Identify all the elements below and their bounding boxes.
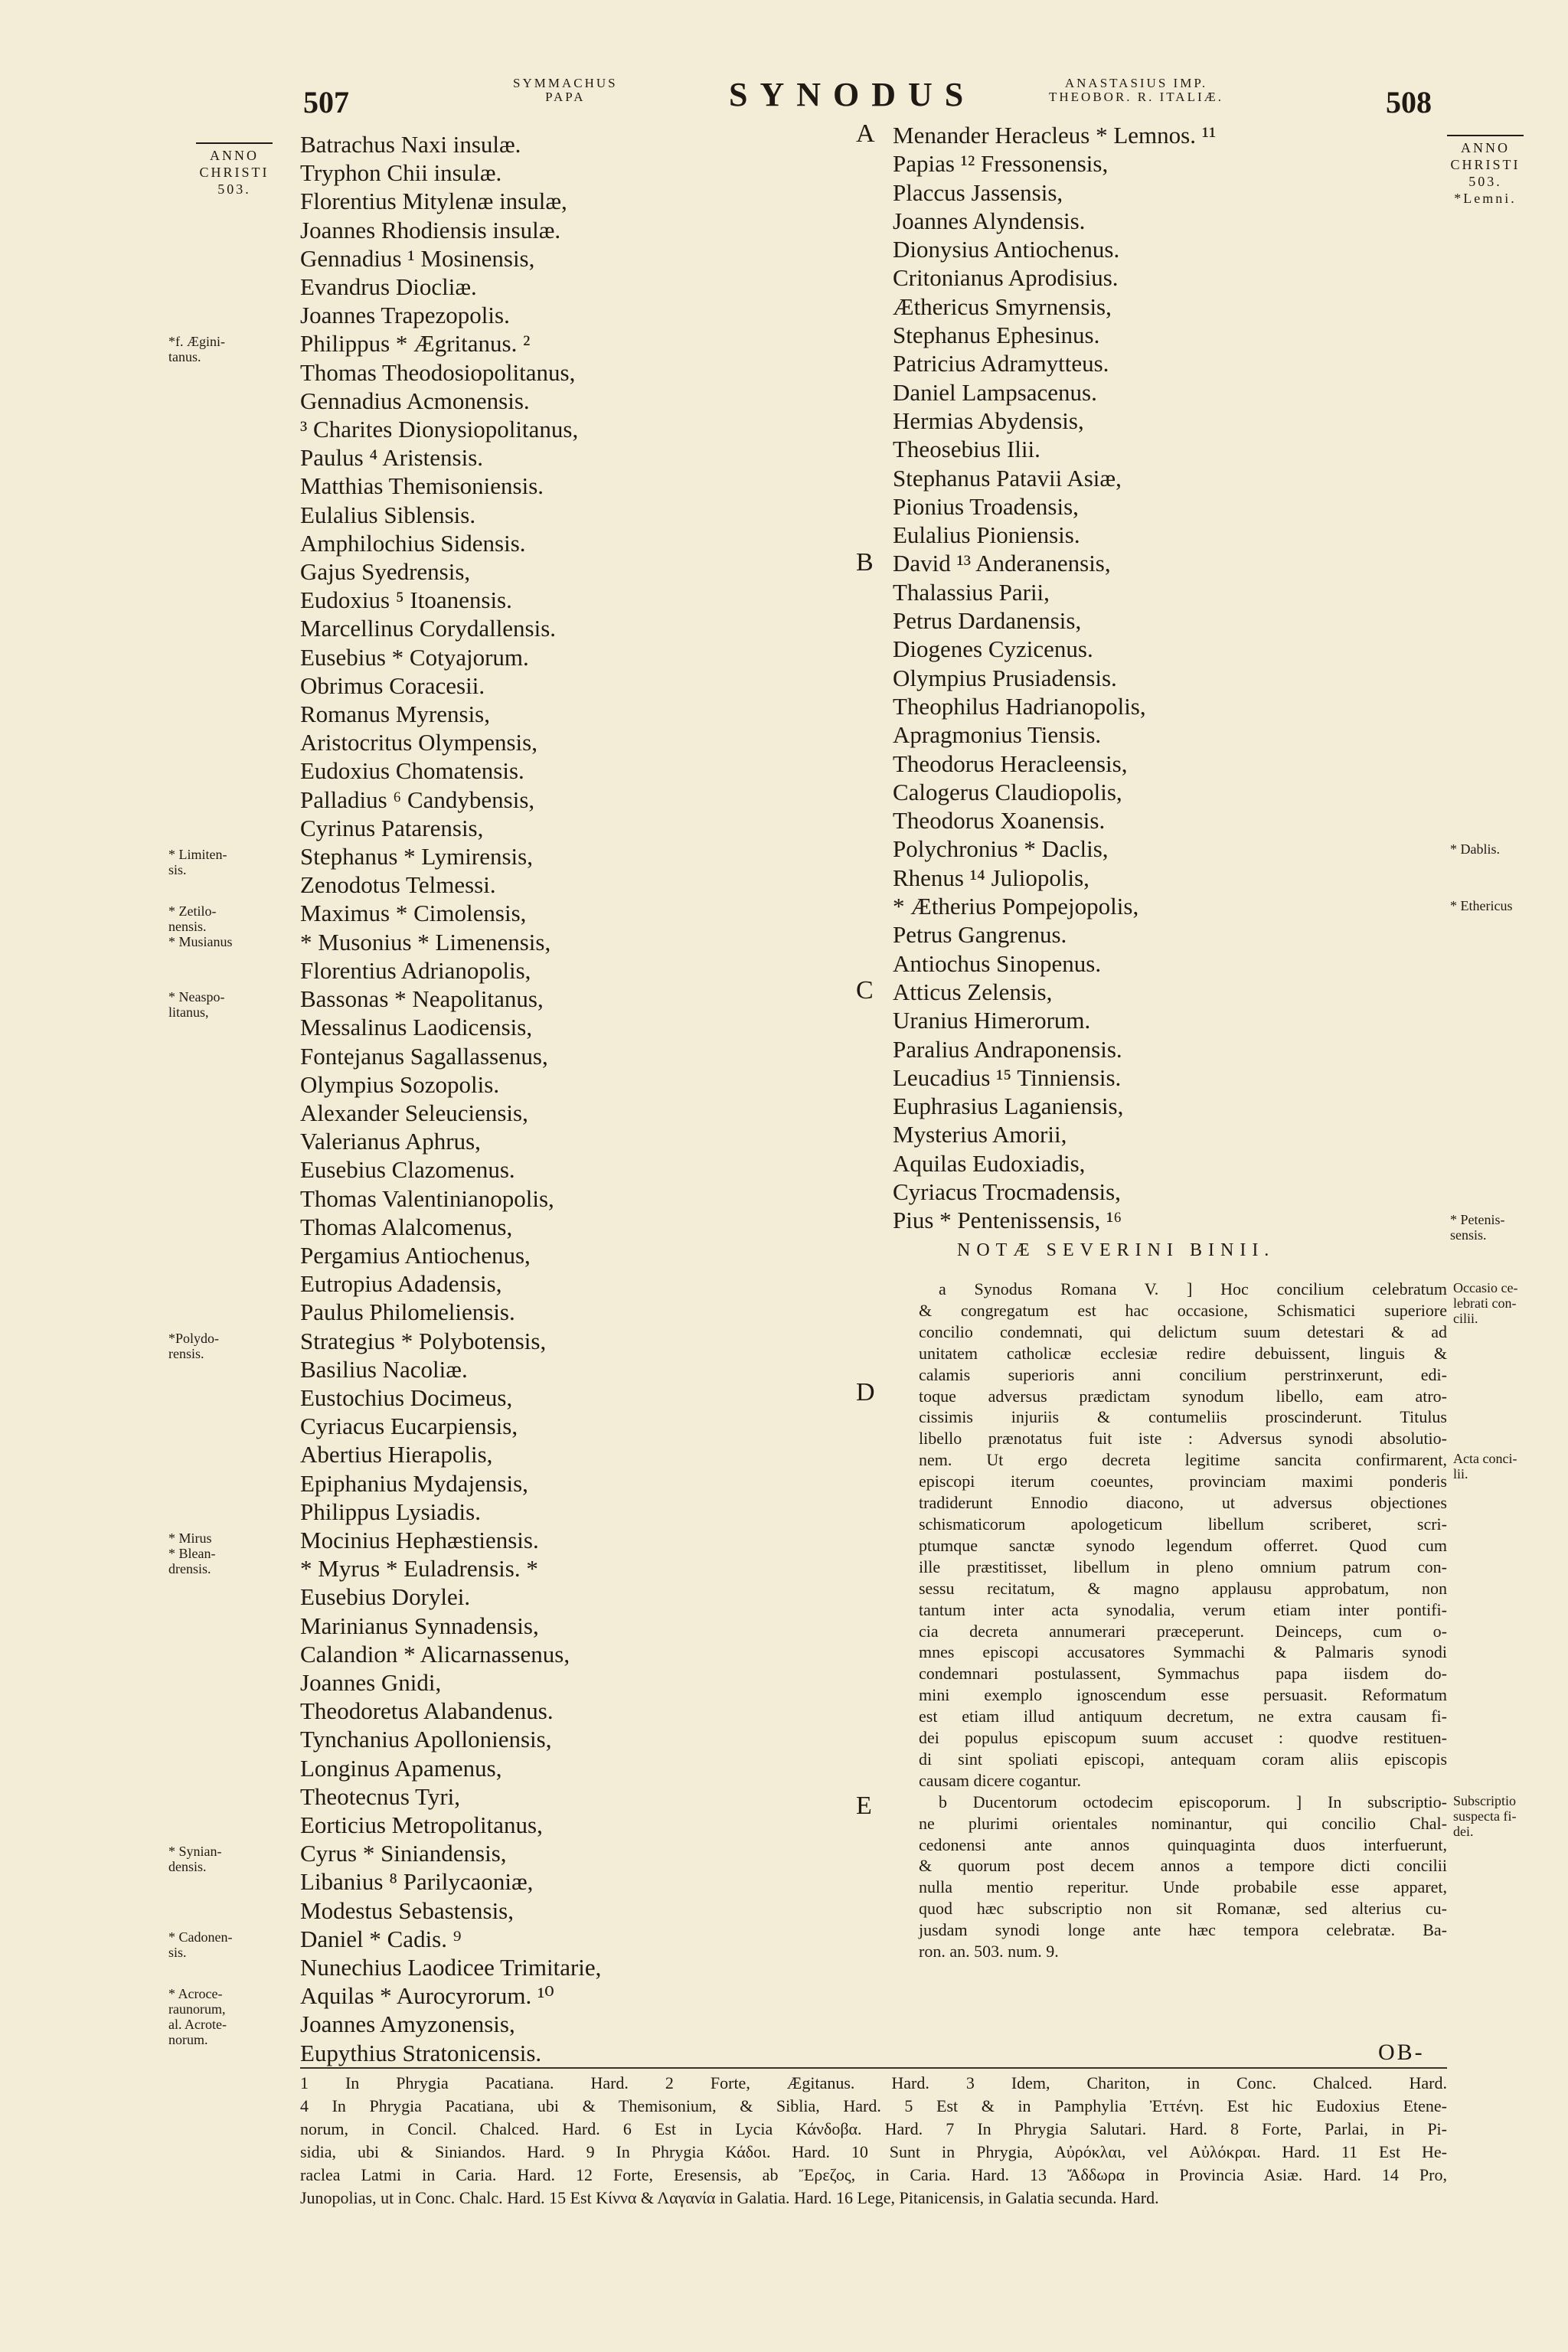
subscription-line: Cyrinus Patarensis, [300,814,484,841]
margin-note-line: *Polydo- [168,1331,220,1347]
subscription-line: Valerianus Aphrus, [300,1128,481,1155]
subscription-line: Nunechius Laodicee Trimitarie, [300,1954,602,1981]
subscription-line: Antiochus Sinopenus. [893,949,1102,977]
note-line: toque adversus prædictam synodum libello, eam atro- [919,1386,1447,1406]
catchword: OB- [1378,2040,1425,2065]
subscription-line: Eulalius Siblensis. [300,501,476,528]
subscription-line: Theodorus Xoanensis. [893,807,1106,835]
subscription-line: Eusebius * Cotyajorum. [300,643,529,671]
note-line: sessu recitatum, & magno applausu approbatum, non [919,1578,1447,1598]
subscription-line: Aquilas Eudoxiadis, [893,1149,1086,1177]
margin-note-line: lebrati con- [1453,1295,1517,1311]
subscription-line: Pergamius Antiochenus, [300,1241,531,1269]
subscription-line: Matthias Themisoniensis. [300,472,544,500]
margin-note-line: suspecta fi- [1453,1808,1517,1824]
margin-note-line: * Musianus [168,934,233,950]
subscription-line: Amphilochius Sidensis. [300,529,526,557]
subscription-line: Joannes Gnidi, [300,1668,442,1696]
margin-note-line: *f. Ægini- [168,334,225,350]
right-running-title [1049,77,1223,104]
margin-note-line: al. Acrote- [168,2017,227,2032]
subscription-line: Modestus Sebastensis, [300,1896,514,1924]
subscription-line: Florentius Adrianopolis, [300,956,531,984]
note-line: est etiam illud antiquum decretum, ne extra causam fi- [919,1707,1447,1726]
subscription-line: Eudoxius Chomatensis. [300,757,524,785]
subscription-line: Joannes Trapezopolis. [300,302,510,329]
subscription-line: Eutropius Adadensis, [300,1270,502,1298]
year-marker-rule [196,142,273,144]
subscription-line: Gajus Syedrensis, [300,558,471,586]
subscription-line: Atticus Zelensis, [893,978,1053,1005]
margin-note-line: * Synian- [168,1844,222,1859]
subscription-line: Gennadius Acmonensis. [300,387,530,414]
subscription-line: Eulalius Pioniensis. [893,521,1080,549]
margin-note-line: dei. [1453,1823,1474,1839]
note-line: cissimis injuriis & contumeliis proscinderunt. Titulus [919,1407,1447,1427]
note-line: ille præstitisset, libellum in pleno omnium patrum con- [919,1557,1447,1576]
margin-note-line: cilii. [1453,1311,1478,1326]
subscription-line: Æthericus Smyrnensis, [893,292,1112,320]
margin-note-line: * Zetilo- [168,903,217,920]
note-line: episcopi iterum coeuntes, provinciam maximi ponderis [919,1472,1447,1491]
margin-note [168,334,225,364]
footnote-line: 1 In Phrygia Pacatiana. Hard. 2 Forte, Ægitanus. Hard. 3 Idem, Chariton, in Conc. Chalced. Hard. [300,2073,1447,2092]
subscription-line: Tryphon Chii insulæ. [300,159,502,187]
margin-note-line: densis. [168,1859,207,1874]
note-line: unitatem catholicæ ecclesiæ redire debuissent, linguis & [919,1343,1447,1363]
note-line: ne plurimi orientales nominantur, qui concilio Chal- [919,1813,1447,1833]
subscription-line: Aquilas * Aurocyrorum. ¹⁰ [300,1982,554,2010]
subscription-line: Longinus Apamenus, [300,1754,502,1782]
margin-note [1450,1212,1505,1243]
subscription-line: Uranius Himerorum. [893,1007,1091,1034]
subscription-line: Paralius Andraponensis. [893,1035,1122,1063]
footnote-line: raclea Latmi in Caria. Hard. 12 Forte, Eresensis, ab Ἔρεζος, in Caria. Hard. 13 Ἄδδωρα in Provincia Asiæ. Hard. 14 Pro, [300,2165,1447,2184]
footnote-line: Junopolias, ut in Conc. Chalc. Hard. 15 Est Κίννα & Λαγανία in Galatia. Hard. 16 Lege, Pitanicensis, in Galatia secunda. Hard. [300,2188,1159,2207]
left-page-number: 507 [303,85,349,119]
right-running-title-line: THEOBOR. R. ITALIÆ. [1049,90,1223,104]
note-line: jusdam synodi longe ante hæc tempora celebratæ. Ba- [919,1920,1447,1940]
margin-note-line: * Blean- [168,1545,216,1561]
note-line: nem. Ut ergo decreta legitime sancita confirmarent, [919,1450,1447,1470]
subscription-line: Fontejanus Sagallassenus, [300,1042,548,1070]
margin-note [1453,1451,1517,1481]
margin-note [1453,1793,1516,1839]
subscription-line: Theodoretus Alabandenus. [300,1697,554,1725]
subscription-line: Zenodotus Telmessi. [300,871,496,899]
subscription-line: Palladius ⁶ Candybensis, [300,786,535,813]
note-line: & congregatum est hac occasione, Schismatici superiore [919,1300,1447,1320]
margin-note-line: sis. [168,1944,187,1960]
subscription-line: Tynchanius Apolloniensis, [300,1726,552,1753]
subscription-line: Hermias Abydensis, [893,407,1084,434]
subscription-line: Joannes Rhodiensis insulæ. [300,216,561,243]
note-line: a Synodus Romana V. ] Hoc concilium celebratum [939,1279,1447,1298]
subscription-line: Cyrus * Siniandensis, [300,1840,507,1867]
section-letter: A [856,119,875,148]
subscription-line: Dionysius Antiochenus. [893,236,1120,263]
margin-note [168,1844,222,1874]
footnote-line: sidia, ubi & Siniandos. Hard. 9 In Phrygia Κάδοι. Hard. 10 Sunt in Phrygia, Αὐρόκλαι, vel Αὐλόκραι. Hard. 11 Est He- [300,2142,1447,2161]
subscription-line: Gennadius ¹ Mosinensis, [300,244,535,272]
margin-note-line: * Dablis. [1450,841,1500,857]
subscription-line: Stephanus Ephesinus. [893,322,1100,349]
subscription-line: Leucadius ¹⁵ Tinniensis. [893,1063,1122,1091]
subscription-line: Critonianus Aprodisius. [893,264,1119,292]
subscription-line: Cyriacus Trocmadensis, [893,1178,1121,1205]
margin-note-line: Occasio ce- [1453,1280,1518,1295]
subscription-line: Patricius Adramytteus. [893,350,1109,377]
subscription-line: Florentius Mitylenæ insulæ, [300,188,567,215]
margin-note-line: Acta conci- [1453,1451,1517,1467]
note-line: condemnari postulassent, Symmachus papa iisdem do- [919,1664,1447,1684]
subscription-line: Philippus * Ægritanus. ² [300,330,531,358]
note-line: cedonensi ante annos quinquaginta duos interfuerunt, [919,1834,1447,1854]
margin-note-line: Subscriptio [1453,1792,1517,1808]
subscription-line: Daniel Lampsacenus. [893,378,1097,406]
left-column-subscriptions [300,130,867,2067]
margin-note-line: sensis. [1450,1227,1487,1243]
margin-note-line: litanus, [168,1004,209,1020]
section-letter-e: E [856,1792,872,1820]
margin-note [168,989,224,1020]
subscription-line: Stephanus Patavii Asiæ, [893,464,1122,492]
subscription-line: Pionius Troadensis, [893,492,1079,520]
note-line: calamis superioris anni concilium perstrinxerunt, edi- [919,1364,1447,1384]
subscription-line: Calandion * Alicarnassenus, [300,1640,570,1668]
footnote-line: 4 In Phrygia Pacatiana, ubi & Themisonium, & Siblia, Hard. 5 Est & in Pamphylia Ἐττένη. Est hic Eudoxius Etene- [300,2096,1447,2115]
note-line: b Ducentorum octodecim episcoporum. ] In subscriptio- [939,1792,1447,1811]
subscription-line: ³ Charites Dionysiopolitanus, [300,416,579,443]
subscription-line: Abertius Hierapolis, [300,1441,493,1468]
year-marker-line: 503. [1468,174,1502,189]
note-line: mnes episcopi accusatores Symmachi & Palmaris synodi [919,1642,1447,1662]
subscription-line: Stephanus * Lymirensis, [300,843,533,871]
subscription-line: Obrimus Coracesii. [300,671,485,699]
note-line: ron. an. 503. num. 9. [919,1942,1059,1962]
margin-note-line: drensis. [168,1560,211,1576]
subscription-line: Thomas Theodosiopolitanus, [300,358,576,386]
section-letter-d: D [856,1378,875,1406]
year-marker-line: *Lemni. [1454,191,1517,206]
margin-note-line: tanus. [168,349,201,365]
subscription-line: Batrachus Naxi insulæ. [300,131,521,158]
margin-note-line: * Ethericus [1450,898,1513,914]
margin-note-line: * Mirus [168,1530,212,1546]
subscription-line: Romanus Myrensis, [300,701,490,728]
right-page-number: 508 [1386,85,1432,119]
subscription-line: Joannes Amyzonensis, [300,2011,515,2038]
section-letter: B [856,547,874,577]
subscription-line: Basilius Nacoliæ. [300,1355,468,1383]
left-running-title-line: SYMMACHUS [513,76,618,90]
left-running-title-line: PAPA [545,90,586,104]
subscription-line: Rhenus ¹⁴ Juliopolis, [893,864,1089,891]
subscription-line: Evandrus Diocliæ. [300,273,477,301]
subscription-line: Polychronius * Daclis, [893,835,1109,863]
subscription-line: Theotecnus Tyri, [300,1782,461,1810]
subscription-line: Apragmonius Tiensis. [893,721,1102,749]
year-marker-line: CHRISTI [1450,157,1521,172]
margin-note-line: * Acroce- [168,1986,223,2001]
section-letter: C [856,976,874,1004]
year-marker-line: ANNO [1461,140,1510,155]
subscription-line: Thalassius Parii, [893,578,1050,606]
subscription-line: Eupythius Stratonicensis. [300,2039,542,2066]
margin-note [168,1986,227,2047]
subscription-line: Placcus Jassensis, [893,178,1063,206]
subscription-line: Thomas Valentinianopolis, [300,1184,554,1212]
subscription-line: Marcellinus Corydallensis. [300,615,557,642]
margin-note-line: * Limiten- [168,847,227,862]
subscription-line: Eustochius Docimeus, [300,1383,513,1411]
margin-note [1450,841,1500,857]
subscription-line: Eudoxius ⁵ Itoanensis. [300,586,512,614]
note-line: & quorum post decem annos a tempore dicti concilii [919,1856,1447,1876]
year-marker-line: CHRISTI [199,165,270,180]
subscription-line: Philippus Lysiadis. [300,1498,481,1525]
subscription-line: Bassonas * Neapolitanus, [300,985,544,1013]
subscription-line: Theophilus Hadrianopolis, [893,692,1146,720]
subscription-line: Petrus Dardanensis, [893,607,1082,635]
subscription-line: * Myrus * Euladrensis. * [300,1555,538,1583]
subscription-line: Mysterius Amorii, [893,1121,1067,1148]
note-line: quod hæc subscriptio non sit Romanæ, sed alterius cu- [919,1899,1447,1919]
subscription-line: Eusebius Dorylei. [300,1583,471,1611]
subscription-line: Marinianus Synnadensis, [300,1612,539,1639]
margin-note [1450,898,1512,913]
margin-note [168,1530,215,1576]
subscription-line: Petrus Gangrenus. [893,921,1067,949]
note-line: di sint spoliati episcopi, antequam coram aliis episcopis [919,1749,1447,1769]
note-line: schismaticorum apologeticum libellum scriberet, scri- [919,1514,1447,1534]
subscription-line: * Musonius * Limenensis, [300,928,551,956]
subscription-line: Aristocritus Olympensis, [300,729,537,756]
subscription-line: Euphrasius Laganiensis, [893,1093,1124,1120]
margin-note [168,847,227,877]
margin-note [1453,1280,1517,1326]
footnote-line: norum, in Concil. Chalced. Hard. 6 Est in Lycia Κάνδοβα. Hard. 7 In Phrygia Salutari. Hard. 8 Forte, Parlai, in Pi- [300,2119,1447,2138]
subscription-line: Cyriacus Eucarpiensis, [300,1413,518,1440]
subscription-line: Paulus ⁴ Aristensis. [300,444,484,472]
notes-heading: NOTÆ SEVERINI BINII. [957,1240,1276,1260]
margin-note-line: * Cadonen- [168,1929,233,1945]
note-line: causam dicere cogantur. [919,1770,1081,1790]
footnote-rule [300,2067,1447,2069]
notes-body [919,1279,1447,1962]
subscription-line: Papias ¹² Fressonensis, [893,150,1109,178]
margin-note [168,1331,219,1361]
subscription-line: Strategius * Polybotensis, [300,1327,547,1354]
note-line: mini exemplo ignoscendum esse persuasit. Reformatum [919,1685,1447,1705]
subscription-line: Menander Heracleus * Lemnos. ¹¹ [893,122,1217,149]
margin-note [168,903,233,949]
subscription-line: Diogenes Cyzicenus. [893,635,1093,663]
subscription-line: Theodorus Heracleensis, [893,750,1128,777]
margin-note-line: * Petenis- [1450,1212,1505,1228]
subscription-line: Paulus Philomeliensis. [300,1298,515,1326]
subscription-line: Thomas Alalcomenus, [300,1213,513,1240]
margin-note-line: nensis. [168,919,207,935]
note-line: concilio condemnati, qui delictum suum detestari & ad [919,1321,1447,1341]
subscription-line: Libanius ⁸ Parilycaoniæ, [300,1868,534,1896]
subscription-line: Joannes Alyndensis. [893,207,1086,234]
subscription-line: Theosebius Ilii. [893,436,1040,463]
margin-note-line: * Neaspo- [168,989,225,1004]
subscription-line: Messalinus Laodicensis, [300,1014,533,1041]
subscription-line: Olympius Sozopolis. [300,1070,500,1098]
subscription-line: Maximus * Cimolensis, [300,900,527,927]
center-running-title: SYNODUS [729,76,976,113]
left-year-marker [196,142,273,198]
subscription-line: Eorticius Metropolitanus, [300,1811,543,1838]
subscription-line: Pius * Pentenissensis, ¹⁶ [893,1207,1122,1234]
year-marker-line: ANNO [210,148,259,163]
margin-note-line: norum. [168,2032,208,2047]
subscription-line: Epiphanius Mydajensis, [300,1469,528,1497]
right-running-title-line: ANASTASIUS IMP. [1064,76,1208,90]
note-line: tradiderunt Ennodio diacono, ut adversus objectiones [919,1493,1447,1513]
subscription-line: David ¹³ Anderanensis, [893,550,1111,577]
subscription-line: Olympius Prusiadensis. [893,664,1117,691]
subscription-line: Mocinius Hephæstiensis. [300,1526,539,1553]
right-column-subscriptions [893,121,1475,1235]
subscription-line: Calogerus Claudiopolis, [893,778,1122,805]
note-line: tantum inter acta synodalia, verum etiam inter pontifi- [919,1599,1447,1619]
left-running-title [513,77,618,104]
note-line: libello prænotatus fuit iste : Adversus synodi absolutio- [919,1429,1447,1449]
margin-note-line: lii. [1453,1466,1468,1482]
margin-note-line: raunorum, [168,2001,226,2017]
subscription-line: Alexander Seleuciensis, [300,1099,528,1126]
subscription-line: * Ætherius Pompejopolis, [893,893,1139,920]
footnotes [300,2072,1447,2210]
margin-note-line: rensis. [168,1346,204,1362]
subscription-line: Eusebius Clazomenus. [300,1156,515,1184]
year-marker-line: 503. [217,181,251,197]
note-line: nulla mentio reperitur. Unde probabile esse apparet, [919,1877,1447,1897]
margin-note-line: sis. [168,862,187,877]
margin-note [168,1929,232,1960]
note-line: ptumque sanctæ synodo legendum offerret. Quod cum [919,1535,1447,1555]
note-line: dei populus episcopum suum accuset : quodve restituen- [919,1728,1447,1748]
subscription-line: Daniel * Cadis. ⁹ [300,1925,462,1952]
note-line: cia decreta annumerari præceperunt. Deinceps, cum o- [919,1621,1447,1641]
